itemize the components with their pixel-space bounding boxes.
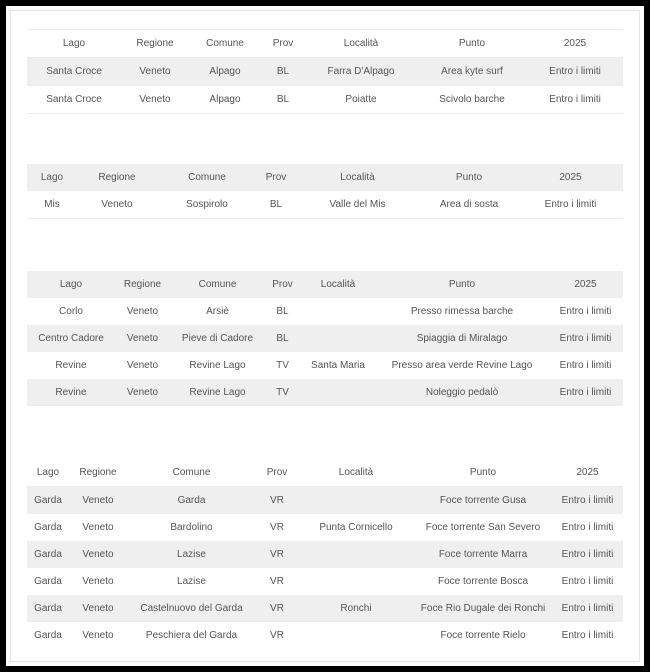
cell-punto: Foce torrente Bosca: [437, 576, 529, 587]
cell-lago: Garda: [34, 630, 62, 641]
cell-lago: Santa Croce: [27, 86, 121, 114]
table-row: [27, 191, 623, 219]
results-table-mis: [27, 164, 623, 219]
cell-comune: Revine Lago: [189, 387, 246, 398]
cell-regione: Veneto: [126, 360, 159, 371]
table-row: [27, 58, 623, 86]
cell-regione: Veneto: [77, 191, 157, 219]
cell-punto: Scivolo barche: [417, 86, 527, 114]
cell-localita: Farra D'Alpago: [305, 58, 417, 86]
column-header-localita: Località: [320, 279, 356, 290]
column-header-punto: Punto: [414, 459, 552, 487]
cell-prov: VR: [270, 630, 284, 641]
cell-punto: Area kyte surf: [417, 58, 527, 86]
results-table-corlo-cadore-revine: [27, 271, 623, 406]
cell-localita: Santa Maria: [311, 360, 365, 371]
cell-regione: Veneto: [82, 576, 114, 587]
cell-comune: Lazise: [177, 549, 206, 560]
cell-localita: Ronchi: [340, 603, 372, 614]
cell-punto: Foce torrente Marra: [438, 549, 528, 560]
column-header-anno: 2025: [559, 172, 582, 183]
cell-localita: Poiatte: [305, 86, 417, 114]
results-table-santa-croce: [27, 29, 623, 114]
cell-punto: Foce torrente Gusa: [439, 495, 527, 506]
cell-punto: Foce torrente San Severo: [425, 522, 541, 533]
cell-comune: Arsiè: [206, 306, 229, 317]
cell-lago: Revine: [55, 387, 87, 398]
cell-punto: Presso area verde Revine Lago: [391, 360, 533, 371]
column-header-comune: Comune: [198, 279, 237, 290]
cell-comune: Castelnuovo del Garda: [140, 603, 243, 614]
cell-punto: Spiaggia di Miralago: [416, 333, 508, 344]
cell-regione: Veneto: [82, 630, 114, 641]
column-header-lago: Lago: [27, 459, 69, 487]
cell-localita: [300, 379, 376, 406]
table-row: [27, 595, 623, 622]
cell-anno: Entro i limiti: [559, 333, 612, 344]
cell-anno: Entro i limiti: [561, 549, 614, 560]
table-row: [27, 352, 623, 379]
cell-prov: BL: [276, 333, 289, 344]
cell-lago: Garda: [34, 576, 62, 587]
cell-localita: [298, 487, 414, 515]
cell-localita: [298, 622, 414, 649]
cell-anno: Entro i limiti: [527, 58, 623, 86]
cell-prov: BL: [276, 306, 289, 317]
cell-prov: VR: [270, 576, 284, 587]
column-header-comune: Comune: [127, 459, 256, 487]
cell-lago: Garda: [34, 522, 62, 533]
column-header-prov: Prov: [272, 279, 293, 290]
cell-prov: VR: [270, 549, 284, 560]
table-row: [27, 541, 623, 568]
cell-regione: Veneto: [82, 603, 114, 614]
cell-regione: Veneto: [126, 387, 159, 398]
cell-prov: TV: [276, 387, 289, 398]
cell-localita: [298, 541, 414, 568]
column-header-comune: Comune: [189, 30, 261, 58]
cell-anno: Entro i limiti: [518, 191, 623, 219]
cell-prov: BL: [257, 191, 295, 219]
table-row: [27, 514, 623, 541]
column-header-regione: Regione: [121, 30, 189, 58]
cell-comune: Lazise: [177, 576, 206, 587]
header-row: [27, 164, 623, 191]
cell-prov: VR: [270, 522, 284, 533]
column-header-punto: Punto: [455, 172, 483, 183]
table-row: [27, 325, 623, 352]
cell-regione: Veneto: [126, 333, 159, 344]
table-row: [27, 379, 623, 406]
header-row: [27, 30, 623, 58]
cell-regione: Veneto: [82, 522, 114, 533]
cell-localita: [300, 298, 376, 325]
header-row: [27, 459, 623, 487]
cell-localita: Punta Cornicello: [319, 522, 393, 533]
cell-anno: Entro i limiti: [561, 630, 614, 641]
cell-comune: Peschiera del Garda: [145, 630, 238, 641]
cell-anno: Entro i limiti: [527, 86, 623, 114]
header-row: [27, 271, 623, 298]
cell-anno: Entro i limiti: [561, 603, 614, 614]
cell-punto: Foce Rio Dugale dei Ronchi: [420, 603, 546, 614]
column-header-punto: Punto: [448, 279, 476, 290]
column-header-localita: Località: [340, 172, 375, 183]
column-header-prov: Prov: [256, 459, 298, 487]
cell-lago: Santa Croce: [27, 58, 121, 86]
cell-localita: [300, 325, 376, 352]
cell-comune: Alpago: [189, 86, 261, 114]
cell-prov: TV: [276, 360, 289, 371]
cell-regione: Veneto: [82, 549, 114, 560]
cell-anno: Entro i limiti: [559, 306, 612, 317]
cell-lago: Mis: [27, 191, 77, 219]
cell-lago: Garda: [34, 495, 62, 506]
column-header-anno: 2025: [574, 279, 597, 290]
cell-localita: [298, 568, 414, 595]
cell-localita: Valle del Mis: [295, 191, 420, 219]
column-header-lago: Lago: [27, 30, 121, 58]
table-row: [27, 487, 623, 515]
cell-prov: VR: [270, 495, 284, 506]
column-header-localita: Località: [298, 459, 414, 487]
cell-comune: Revine Lago: [189, 360, 246, 371]
column-header-lago: Lago: [40, 172, 64, 183]
cell-punto: Presso rimessa barche: [410, 306, 514, 317]
cell-regione: Veneto: [82, 495, 114, 506]
column-header-regione: Regione: [98, 172, 136, 183]
column-header-lago: Lago: [59, 279, 83, 290]
cell-comune: Garda: [177, 495, 206, 506]
column-header-localita: Località: [305, 30, 417, 58]
cell-comune: Bardolino: [170, 522, 213, 533]
table-row: [27, 298, 623, 325]
cell-lago: Garda: [34, 549, 62, 560]
column-header-prov: Prov: [265, 172, 287, 183]
table-row: [27, 622, 623, 649]
cell-lago: Corlo: [59, 306, 83, 317]
column-header-regione: Regione: [69, 459, 127, 487]
column-header-punto: Punto: [417, 30, 527, 58]
cell-punto: Noleggio pedalò: [425, 387, 499, 398]
column-header-anno: 2025: [527, 30, 623, 58]
cell-anno: Entro i limiti: [559, 360, 612, 371]
cell-regione: Veneto: [121, 86, 189, 114]
column-header-anno: 2025: [552, 459, 623, 487]
table-row: [27, 86, 623, 114]
cell-prov: BL: [261, 58, 305, 86]
cell-regione: Veneto: [121, 58, 189, 86]
cell-regione: Veneto: [126, 306, 159, 317]
cell-anno: Entro i limiti: [559, 387, 612, 398]
cell-punto: Foce torrente Rielo: [440, 630, 526, 641]
column-header-comune: Comune: [188, 172, 226, 183]
table-row: [27, 568, 623, 595]
cell-punto: Area di sosta: [420, 191, 518, 219]
results-table-garda: [27, 459, 623, 649]
cell-anno: Entro i limiti: [561, 522, 614, 533]
cell-comune: Sospirolo: [157, 191, 257, 219]
cell-comune: Pieve di Cadore: [181, 333, 254, 344]
cell-prov: BL: [261, 86, 305, 114]
cell-prov: VR: [270, 603, 284, 614]
column-header-regione: Regione: [123, 279, 162, 290]
cell-anno: Entro i limiti: [561, 576, 614, 587]
cell-lago: Centro Cadore: [38, 333, 104, 344]
cell-lago: Garda: [34, 603, 62, 614]
column-header-prov: Prov: [261, 30, 305, 58]
cell-lago: Revine: [55, 360, 87, 371]
cell-comune: Alpago: [189, 58, 261, 86]
cell-anno: Entro i limiti: [561, 495, 614, 506]
